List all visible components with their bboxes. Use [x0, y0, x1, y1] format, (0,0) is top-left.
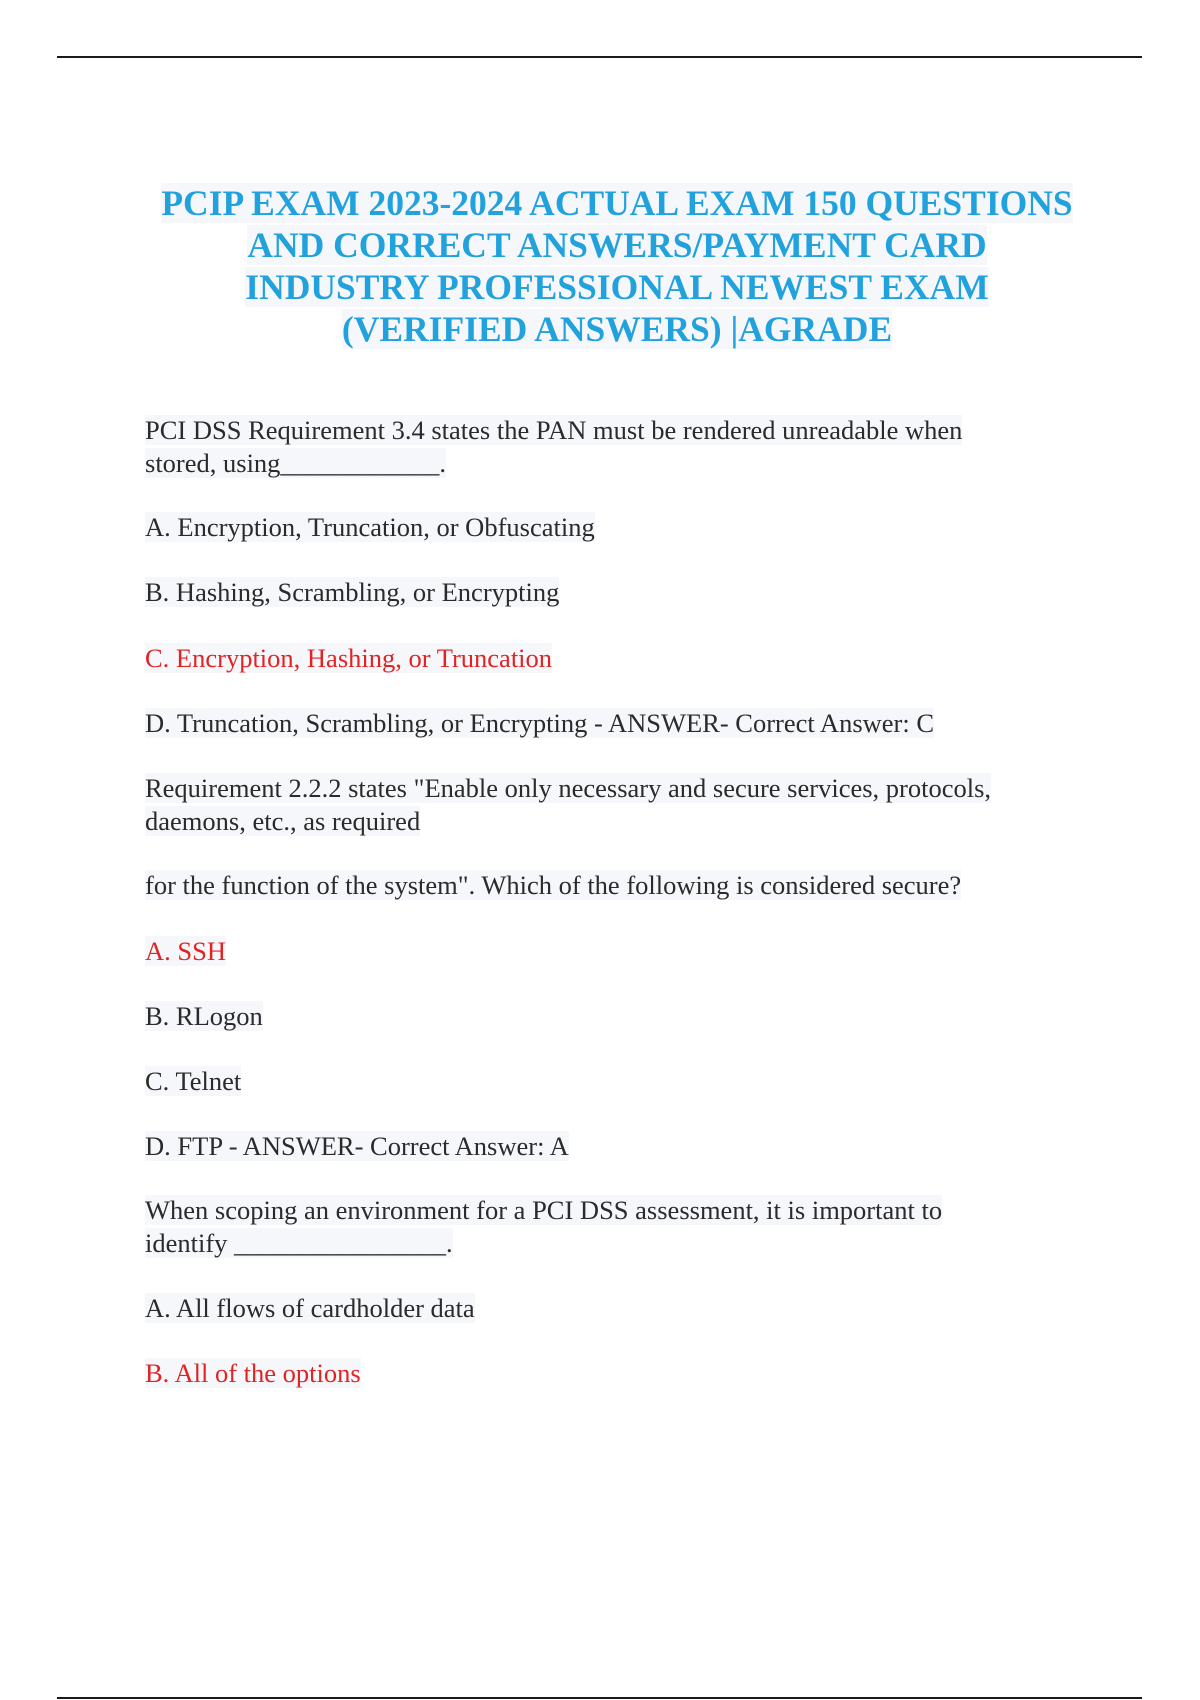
option-text: B. Hashing, Scrambling, or Encrypting: [145, 577, 560, 607]
title-line-1: PCIP EXAM 2023-2024 ACTUAL EXAM 150 QUESTIONS: [161, 183, 1073, 223]
question-2-stem-line-1: Requirement 2.2.2 states "Enable only necessary and secure services, protocols,: [145, 773, 992, 803]
stem-continued-text: for the function of the system". Which of the following is considered secure?: [145, 870, 962, 900]
question-2-stem-continued: [145, 869, 961, 902]
question-3-option-a: [145, 1292, 475, 1325]
top-rule: [57, 56, 1142, 58]
title-line-4: (VERIFIED ANSWERS) |AGRADE: [341, 309, 893, 349]
question-1-option-d: [145, 707, 934, 740]
question-1-option-a: [145, 511, 595, 544]
question-2-stem: [145, 772, 991, 838]
question-1-option-b: [145, 576, 559, 609]
option-text: C. Encryption, Hashing, or Truncation: [145, 643, 553, 673]
question-2-option-c: [145, 1065, 241, 1098]
question-2-stem-line-2: daemons, etc., as required: [145, 806, 421, 836]
bottom-rule: [57, 1697, 1142, 1699]
question-1-option-c-correct: [145, 642, 552, 675]
option-text: A. SSH: [145, 936, 227, 966]
option-text: A. Encryption, Truncation, or Obfuscating: [145, 512, 595, 542]
question-1-stem-line-2: stored, using____________.: [145, 448, 447, 478]
title-line-3: INDUSTRY PROFESSIONAL NEWEST EXAM: [245, 267, 989, 307]
question-2-option-d: [145, 1130, 569, 1163]
document-title: [100, 182, 1134, 350]
option-text: D. FTP - ANSWER- Correct Answer: A: [145, 1131, 569, 1161]
question-1-stem-line-1: PCI DSS Requirement 3.4 states the PAN must be rendered unreadable when: [145, 415, 963, 445]
option-text: A. All flows of cardholder data: [145, 1293, 475, 1323]
question-1-stem: [145, 414, 962, 480]
question-3-stem-line-2: identify ________________.: [145, 1228, 453, 1258]
question-3-stem-line-1: When scoping an environment for a PCI DSS assessment, it is important to: [145, 1195, 943, 1225]
option-text: D. Truncation, Scrambling, or Encrypting - ANSWER- Correct Answer: C: [145, 708, 935, 738]
question-3-option-b-correct: [145, 1357, 361, 1390]
question-3-stem: [145, 1194, 942, 1260]
title-line-2: AND CORRECT ANSWERS/PAYMENT CARD: [247, 225, 987, 265]
option-text: B. All of the options: [145, 1358, 361, 1388]
question-2-option-b: [145, 1000, 263, 1033]
option-text: B. RLogon: [145, 1001, 263, 1031]
option-text: C. Telnet: [145, 1066, 242, 1096]
question-2-option-a-correct: [145, 935, 226, 968]
